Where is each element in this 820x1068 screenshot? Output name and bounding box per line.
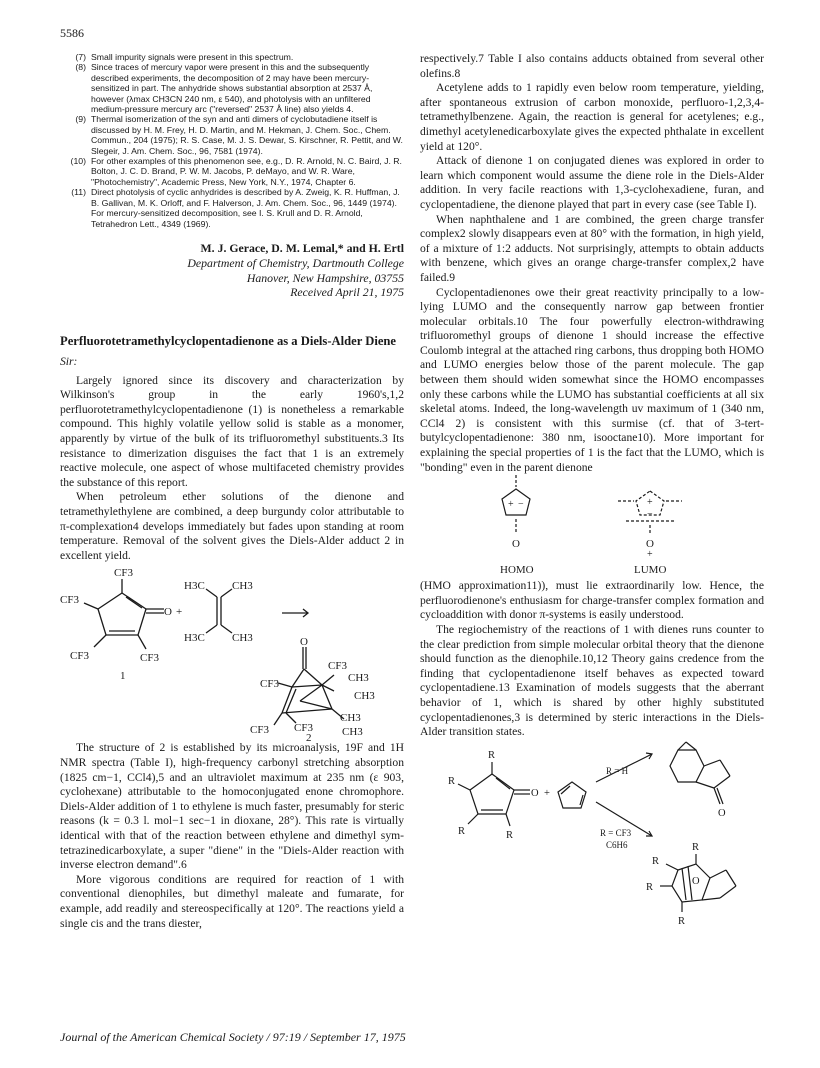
label-cf3: CF3 — [70, 650, 89, 663]
label-cf3: CF3 — [260, 678, 279, 691]
label-r: R — [506, 829, 514, 841]
minus-sign: − — [518, 499, 524, 511]
label-ch3: CH3 — [232, 632, 253, 645]
label-r: R — [458, 825, 466, 837]
label-cf3: CF3 — [60, 594, 79, 607]
minus-sign: − — [647, 509, 653, 521]
compound-label-1: 1 — [120, 670, 126, 683]
paragraph: When naphthalene and 1 are combined, the green charge transfer complex2 slowly disappears even at 80° with the formation, in high yield, of a mixture of 1:2 adducts. Not surprisingly, attempts to obtain adducts with benzene, which gives an orange charge-transfer complex,2 have failed.9 — [420, 212, 764, 284]
label-r: R — [488, 749, 496, 761]
label-o: O — [646, 538, 654, 551]
label-r: R — [646, 881, 654, 893]
label-ch3: CH3 — [340, 712, 361, 725]
label-o: O — [531, 787, 539, 799]
journal-footer: Journal of the American Chemical Society / 97:19 / September 17, 1975 — [60, 1030, 406, 1044]
paragraph: The regiochemistry of the reactions of 1 with dienes runs counter to the clear prediction from simple molecular orbital theory that the dienone should function as the dienophile.10,12 Theory gains credence from the finding that cyclopentadienone itself behaves as expected toward cyclopentadiene.13 Examination of models suggests that the aberrant behavior of 1, which is shared by other highly substituted cyclopentadienones,3 is determined by steric interactions in the Diels-Alder transition states. — [420, 623, 764, 739]
paragraph: When petroleum ether solutions of the dienone and tetramethylethylene are combined, a deep burgundy color attributable to π-complexation4 develops immediately but fades upon standing at room temperature. Removal of the solvent gives the Diels-Alder adduct 2 in excellent yield. — [60, 490, 404, 562]
reaction-scheme-1 — [60, 563, 404, 741]
footnote: (7) Small impurity signals were present in this spectrum. — [75, 52, 294, 62]
footnote: (10) For other examples of this phenomenon see, e.g., D. R. Arnold, N. C. Baird, J. R. Bolton, J. C. D. Brand, P. W. M. Jacobs, P. deMayo, and W. R. Ware, "Photochemistry", Academic Press, New York, N.Y., 1974, Chapter 6. — [70, 156, 402, 187]
reaction-arrow: → — [310, 609, 321, 622]
left-column — [60, 52, 404, 931]
paragraph: Acetylene adds to 1 rapidly even below room temperature, yielding, after spontaneous extrusion of carbon monoxide, perfluoro-1,2,3,4-tetramethylbenzene. Again, the reaction is general for acetylenes; e.g., dimethyl acetylenedicarboxylate gives the expected phthalate in excellent yield at 120°. — [420, 81, 764, 153]
condition-r-cf3: R = CF3 — [600, 827, 632, 838]
plus-sign: + — [647, 497, 653, 509]
label-ch3: CH3 — [348, 672, 369, 685]
footnote: (9) Thermal isomerization of the syn and anti dimers of cyclobutadiene itself is discussed by H. M. Frey, H. D. Martin, and M. Hekman, J. Chem. Soc., Chem. Commun., 204 (1975); R. S. Case, M. J. S. Dewar, S. Kirschner, R. Pettit, and W. Slegeir, J. Am. Chem. Soc., 96, 7581 (1974). — [75, 114, 403, 156]
label-r: R — [678, 915, 686, 927]
label-cf3: CF3 — [140, 652, 159, 665]
label-h3c: H3C — [184, 632, 205, 645]
label-cf3: CF3 — [250, 724, 269, 737]
paragraph: More vigorous conditions are required for reaction of 1 with conventional dienophiles, but dimethyl maleate and fumarate, for example, add readily and stereospecifically at 120°. The reactions yield a single cis and the trans diester, — [60, 872, 404, 930]
authors: M. J. Gerace, D. M. Lemal,* and H. Ertl — [200, 240, 404, 255]
footnotes — [60, 52, 404, 229]
orbital-diagram — [420, 475, 764, 579]
affiliation-line: Hanover, New Hampshire, 03755 — [246, 270, 404, 285]
label-o: O — [692, 875, 700, 887]
label-r: R — [448, 775, 456, 787]
paragraph: The structure of 2 is established by its microanalysis, 19F and 1H NMR spectra (Table I), high-frequency carbonyl stretching absorption (1825 cm−1, CCl4),5 and an ultraviolet maximum at 235 nm (ε 903, cyclohexane) attributable to the homoconjugated enone chromophore. Diels-Alder addition of 1 to ethylene is much faster, presumably for steric reasons (k = 0.3 l. mol−1 sec−1 in dioxane, 28°). This rate is virtually identical with that of the reaction between ethylene and dimethyl sym-tetrazinedicarboxylate, a super "diene" in the "Diels-Alder reaction with inverse electron demand".6 — [60, 741, 404, 872]
label-cf3: CF3 — [328, 660, 347, 673]
label-cf3: CF3 — [114, 567, 133, 580]
condition-solvent: C6H6 — [606, 839, 628, 850]
author-block — [60, 241, 404, 300]
label-ch3: CH3 — [232, 580, 253, 593]
compound-label-2: 2 — [306, 732, 312, 742]
article-title: Perfluorotetramethylcyclopentadienone as a Diels-Alder Diene — [60, 334, 397, 349]
label-o: O — [300, 636, 308, 649]
condition-r-h: R = H — [606, 765, 629, 776]
paragraph: Attack of dienone 1 on conjugated dienes was explored in order to learn which component would assume the diene role in the Diels-Alder addition. In very facile reactions with 1,3-cyclohexadiene, furan, and cyclopentadiene, the dienone played that part in every case (see Table I). — [420, 154, 764, 211]
label-h3c: H3C — [184, 580, 205, 593]
received-date: Received April 21, 1975 — [290, 285, 404, 300]
label-cf3: CF3 — [294, 722, 313, 735]
affiliation-line: Department of Chemistry, Dartmouth College — [187, 255, 404, 270]
homo-label: HOMO — [500, 564, 534, 577]
label-ch3: CH3 — [342, 726, 363, 739]
paragraph: respectively.7 Table I also contains adducts obtained from several other olefins.8 — [420, 52, 764, 80]
label-o: O — [512, 538, 520, 551]
footnote: (8) Since traces of mercury vapor were present in this and the subsequently described experiments, the decomposition of 2 may have been mercury-sensitized in part. The anhydride shows substantial absorption at 2537 Å, however (λmax CH3CN 240 nm, ε 540), and photolysis with an unfiltered medium-pressure mercury arc ("reversed" 2537 Å line) also yields 4. — [75, 62, 373, 115]
salutation: Sir: — [60, 355, 78, 369]
plus-sign: + — [176, 606, 183, 619]
label-o: O — [164, 606, 172, 619]
label-r: R — [692, 841, 700, 853]
label-o: O — [718, 807, 726, 819]
paragraph: (HMO approximation11)), must lie extraordinarily low. Hence, the perfluorodienone's enthusiasm for charge-transfer complex formation and cycloaddition with donor π-systems is easily understood. — [420, 579, 764, 622]
label-r: R — [652, 855, 660, 867]
plus-sign: + — [508, 499, 514, 511]
right-column — [420, 52, 764, 930]
reaction-scheme-2 — [420, 740, 764, 930]
paragraph: Largely ignored since its discovery and characterization by Wilkinson's group in the early 1960's,1,2 perfluorotetramethylcyclopentadienone (1) is nonetheless a remarkable compound. This highly volatile yellow solid is stable as a monomer, apparently by virtue of the bulk of its trifluoromethyl substituents.3 Its resistance to dimerization disguises the fact that 1 is an extremely reactive molecule, one aspect of whose multifaceted chemistry provides the substance of this report. — [60, 373, 404, 489]
paragraph: Cyclopentadienones owe their great reactivity principally to a low-lying LUMO and the consequently narrow gap between frontier molecular orbitals.10 The four powerfully electron-withdrawing trifluoromethyl groups of dienone 1 should increase the effective Coulomb integral at the attached ring carbons, thus dropping both HOMO and LUMO energies below those of the parent molecule. The gap between them should widen somewhat since the HOMO encompasses only these carbons while the LUMO has substantial coefficients at all six skeletal atoms. Indeed, the long-wavelength uv maximum of 1 (340 nm, CCl4 2) is consistent with this surmise (cf. that of 3-tert-butylcyclopentadienone: 380 nm, isooctane10). More important for explaining the special properties of 1 is the fact that the LUMO, which is "bonding" even in the parent dienone — [420, 285, 764, 474]
page-number: 5586 — [60, 26, 84, 40]
footnote: (11) Direct photolysis of cyclic anhydrides is described by A. Zweig, K. R. Huffman, J. B. Gallivan, M. K. Orloff, and F. Halverson, J. Am. Chem. Soc., 96, 1449 (1974). For mercury-sensitized decomposition, see I. S. Krull and D. R. Arnold, Tetrahedron Lett., 4349 (1969). — [71, 187, 400, 229]
lumo-label: LUMO — [634, 564, 667, 577]
plus-sign: + — [647, 549, 653, 561]
plus-sign: + — [544, 787, 550, 799]
label-ch3: CH3 — [354, 690, 375, 703]
